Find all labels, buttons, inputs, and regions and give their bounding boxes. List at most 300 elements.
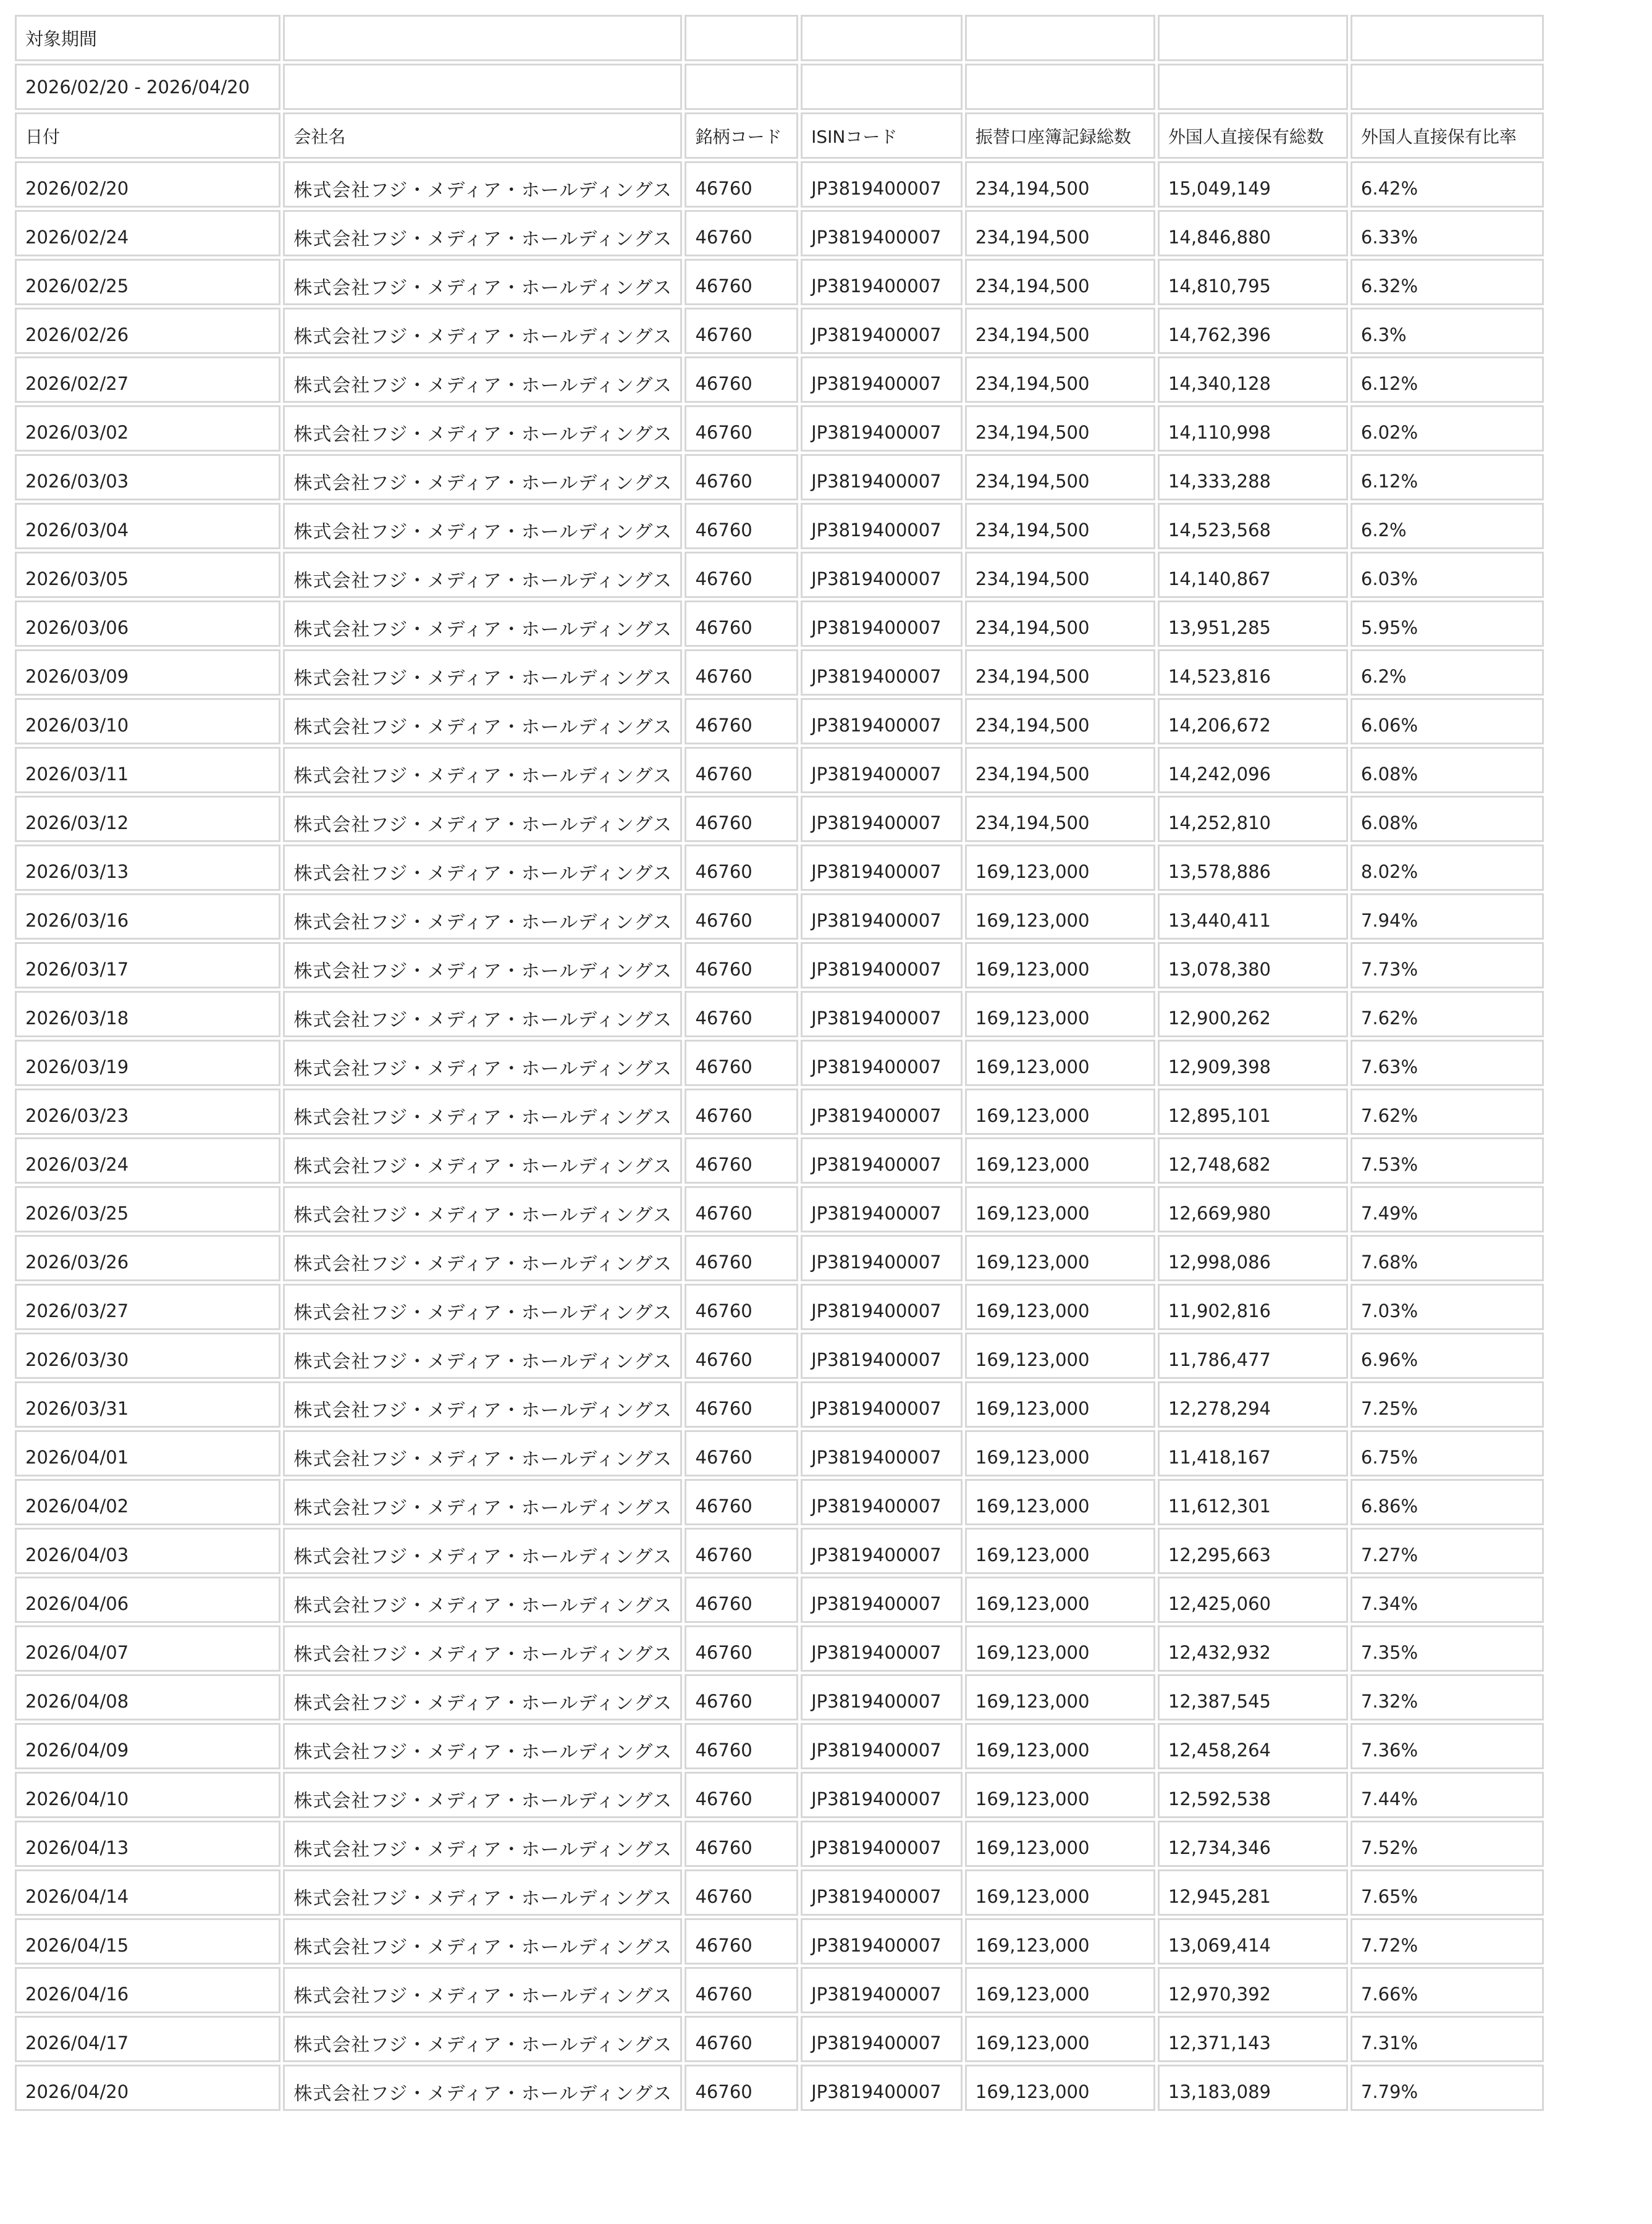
ticker-cell: 46760 <box>685 1772 798 1818</box>
table-row <box>15 942 1544 988</box>
ticker-cell: 46760 <box>685 1235 798 1281</box>
date-cell: 2026/02/25 <box>15 259 280 305</box>
company-cell: 株式会社フジ・メディア・ホールディングス <box>283 2016 682 2062</box>
company-cell: 株式会社フジ・メディア・ホールディングス <box>283 1723 682 1769</box>
foreign-shares-cell: 12,371,143 <box>1158 2016 1348 2062</box>
isin-cell: JP3819400007 <box>801 1186 963 1232</box>
company-cell: 株式会社フジ・メディア・ホールディングス <box>283 405 682 452</box>
foreign-shares-cell: 12,998,086 <box>1158 1235 1348 1281</box>
foreign-shares-cell: 11,786,477 <box>1158 1333 1348 1379</box>
table-row <box>15 1089 1544 1135</box>
table-row <box>15 1918 1544 1965</box>
foreign-ratio-cell: 6.12% <box>1351 356 1544 403</box>
foreign-shares-cell: 12,734,346 <box>1158 1821 1348 1867</box>
company-cell: 株式会社フジ・メディア・ホールディングス <box>283 503 682 549</box>
foreign-ratio-cell: 7.03% <box>1351 1284 1544 1330</box>
total-shares-cell: 169,123,000 <box>965 1089 1155 1135</box>
isin-cell: JP3819400007 <box>801 796 963 842</box>
isin-cell: JP3819400007 <box>801 1625 963 1672</box>
table-row <box>15 991 1544 1037</box>
isin-cell: JP3819400007 <box>801 991 963 1037</box>
ticker-cell: 46760 <box>685 796 798 842</box>
company-cell: 株式会社フジ・メディア・ホールディングス <box>283 1772 682 1818</box>
total-shares-cell: 169,123,000 <box>965 1137 1155 1184</box>
company-cell: 株式会社フジ・メディア・ホールディングス <box>283 1869 682 1916</box>
total-shares-cell: 169,123,000 <box>965 1430 1155 1476</box>
company-cell: 株式会社フジ・メディア・ホールディングス <box>283 1381 682 1428</box>
ticker-cell: 46760 <box>685 1430 798 1476</box>
company-cell: 株式会社フジ・メディア・ホールディングス <box>283 1577 682 1623</box>
table-row <box>15 698 1544 744</box>
foreign-ratio-cell: 7.27% <box>1351 1528 1544 1574</box>
foreign-ratio-cell: 7.73% <box>1351 942 1544 988</box>
foreign-ratio-cell: 8.02% <box>1351 845 1544 891</box>
date-cell: 2026/04/07 <box>15 1625 280 1672</box>
foreign-ratio-cell: 7.65% <box>1351 1869 1544 1916</box>
company-cell: 株式会社フジ・メディア・ホールディングス <box>283 1821 682 1867</box>
period-label-row <box>15 15 1544 61</box>
company-cell: 株式会社フジ・メディア・ホールディングス <box>283 210 682 256</box>
isin-cell: JP3819400007 <box>801 893 963 940</box>
empty-cell <box>685 64 798 110</box>
foreign-ratio-cell: 7.63% <box>1351 1040 1544 1086</box>
ticker-cell: 46760 <box>685 1040 798 1086</box>
foreign-shares-cell: 14,110,998 <box>1158 405 1348 452</box>
isin-cell: JP3819400007 <box>801 1089 963 1135</box>
isin-cell: JP3819400007 <box>801 1772 963 1818</box>
foreign-shares-cell: 12,669,980 <box>1158 1186 1348 1232</box>
company-cell: 株式会社フジ・メディア・ホールディングス <box>283 649 682 696</box>
company-cell: 株式会社フジ・メディア・ホールディングス <box>283 1137 682 1184</box>
total-shares-cell: 169,123,000 <box>965 1333 1155 1379</box>
ticker-cell: 46760 <box>685 747 798 793</box>
table-row <box>15 552 1544 598</box>
table-row <box>15 1528 1544 1574</box>
company-cell: 株式会社フジ・メディア・ホールディングス <box>283 1967 682 2013</box>
isin-cell: JP3819400007 <box>801 649 963 696</box>
period-value-row <box>15 64 1544 110</box>
total-shares-cell: 234,194,500 <box>965 210 1155 256</box>
table-row <box>15 1186 1544 1232</box>
ticker-cell: 46760 <box>685 259 798 305</box>
column-header-total-shares: 振替口座簿記録総数 <box>965 112 1155 159</box>
isin-cell: JP3819400007 <box>801 1430 963 1476</box>
empty-cell <box>1351 15 1544 61</box>
date-cell: 2026/03/12 <box>15 796 280 842</box>
table-row <box>15 600 1544 647</box>
date-cell: 2026/04/13 <box>15 1821 280 1867</box>
ticker-cell: 46760 <box>685 1723 798 1769</box>
foreign-ratio-cell: 7.79% <box>1351 2065 1544 2111</box>
isin-cell: JP3819400007 <box>801 1528 963 1574</box>
total-shares-cell: 169,123,000 <box>965 1723 1155 1769</box>
isin-cell: JP3819400007 <box>801 308 963 354</box>
isin-cell: JP3819400007 <box>801 1674 963 1721</box>
date-cell: 2026/04/03 <box>15 1528 280 1574</box>
date-cell: 2026/04/17 <box>15 2016 280 2062</box>
foreign-ratio-cell: 6.06% <box>1351 698 1544 744</box>
table-row <box>15 1479 1544 1525</box>
ticker-cell: 46760 <box>685 1528 798 1574</box>
date-cell: 2026/04/08 <box>15 1674 280 1721</box>
foreign-shares-cell: 14,140,867 <box>1158 552 1348 598</box>
date-cell: 2026/03/05 <box>15 552 280 598</box>
table-row <box>15 259 1544 305</box>
date-cell: 2026/03/06 <box>15 600 280 647</box>
company-cell: 株式会社フジ・メディア・ホールディングス <box>283 796 682 842</box>
isin-cell: JP3819400007 <box>801 1869 963 1916</box>
date-cell: 2026/03/27 <box>15 1284 280 1330</box>
foreign-ratio-cell: 6.08% <box>1351 796 1544 842</box>
foreign-shares-cell: 12,895,101 <box>1158 1089 1348 1135</box>
foreign-ratio-cell: 7.62% <box>1351 991 1544 1037</box>
foreign-shares-cell: 14,252,810 <box>1158 796 1348 842</box>
company-cell: 株式会社フジ・メディア・ホールディングス <box>283 698 682 744</box>
foreign-ratio-cell: 6.3% <box>1351 308 1544 354</box>
empty-cell <box>965 64 1155 110</box>
isin-cell: JP3819400007 <box>801 1479 963 1525</box>
foreign-shares-cell: 12,295,663 <box>1158 1528 1348 1574</box>
period-value: 2026/02/20 - 2026/04/20 <box>15 64 280 110</box>
table-row <box>15 1674 1544 1721</box>
date-cell: 2026/03/11 <box>15 747 280 793</box>
ticker-cell: 46760 <box>685 308 798 354</box>
date-cell: 2026/02/26 <box>15 308 280 354</box>
date-cell: 2026/04/14 <box>15 1869 280 1916</box>
empty-cell <box>685 15 798 61</box>
total-shares-cell: 169,123,000 <box>965 1772 1155 1818</box>
total-shares-cell: 169,123,000 <box>965 1918 1155 1965</box>
table-row <box>15 308 1544 354</box>
foreign-shares-cell: 11,418,167 <box>1158 1430 1348 1476</box>
total-shares-cell: 234,194,500 <box>965 454 1155 500</box>
column-header-row <box>15 112 1544 159</box>
total-shares-cell: 234,194,500 <box>965 600 1155 647</box>
ticker-cell: 46760 <box>685 454 798 500</box>
date-cell: 2026/03/31 <box>15 1381 280 1428</box>
table-row <box>15 454 1544 500</box>
table-row <box>15 2016 1544 2062</box>
total-shares-cell: 234,194,500 <box>965 405 1155 452</box>
company-cell: 株式会社フジ・メディア・ホールディングス <box>283 1430 682 1476</box>
foreign-shares-cell: 12,945,281 <box>1158 1869 1348 1916</box>
total-shares-cell: 169,123,000 <box>965 1577 1155 1623</box>
table-row <box>15 161 1544 208</box>
table-row <box>15 845 1544 891</box>
date-cell: 2026/02/24 <box>15 210 280 256</box>
foreign-ratio-cell: 7.94% <box>1351 893 1544 940</box>
foreign-ratio-cell: 7.32% <box>1351 1674 1544 1721</box>
isin-cell: JP3819400007 <box>801 356 963 403</box>
isin-cell: JP3819400007 <box>801 405 963 452</box>
company-cell: 株式会社フジ・メディア・ホールディングス <box>283 747 682 793</box>
ticker-cell: 46760 <box>685 1089 798 1135</box>
isin-cell: JP3819400007 <box>801 1235 963 1281</box>
foreign-ratio-cell: 7.44% <box>1351 1772 1544 1818</box>
total-shares-cell: 234,194,500 <box>965 259 1155 305</box>
total-shares-cell: 169,123,000 <box>965 845 1155 891</box>
isin-cell: JP3819400007 <box>801 1284 963 1330</box>
ticker-cell: 46760 <box>685 1577 798 1623</box>
isin-cell: JP3819400007 <box>801 1723 963 1769</box>
foreign-shares-cell: 11,612,301 <box>1158 1479 1348 1525</box>
ticker-cell: 46760 <box>685 1137 798 1184</box>
date-cell: 2026/03/03 <box>15 454 280 500</box>
foreign-ratio-cell: 6.2% <box>1351 503 1544 549</box>
date-cell: 2026/04/15 <box>15 1918 280 1965</box>
date-cell: 2026/03/10 <box>15 698 280 744</box>
ticker-cell: 46760 <box>685 1625 798 1672</box>
company-cell: 株式会社フジ・メディア・ホールディングス <box>283 454 682 500</box>
total-shares-cell: 169,123,000 <box>965 2016 1155 2062</box>
company-cell: 株式会社フジ・メディア・ホールディングス <box>283 1284 682 1330</box>
table-row <box>15 1772 1544 1818</box>
table-row <box>15 747 1544 793</box>
foreign-shares-cell: 14,762,396 <box>1158 308 1348 354</box>
table-row <box>15 210 1544 256</box>
date-cell: 2026/03/30 <box>15 1333 280 1379</box>
isin-cell: JP3819400007 <box>801 454 963 500</box>
ticker-cell: 46760 <box>685 1381 798 1428</box>
column-header-isin: ISINコード <box>801 112 963 159</box>
foreign-ratio-cell: 5.95% <box>1351 600 1544 647</box>
table-row <box>15 1430 1544 1476</box>
ticker-cell: 46760 <box>685 1869 798 1916</box>
total-shares-cell: 169,123,000 <box>965 1821 1155 1867</box>
date-cell: 2026/02/27 <box>15 356 280 403</box>
ticker-cell: 46760 <box>685 1821 798 1867</box>
foreign-shares-cell: 13,183,089 <box>1158 2065 1348 2111</box>
company-cell: 株式会社フジ・メディア・ホールディングス <box>283 991 682 1037</box>
foreign-ratio-cell: 6.42% <box>1351 161 1544 208</box>
foreign-shares-cell: 12,909,398 <box>1158 1040 1348 1086</box>
empty-cell <box>965 15 1155 61</box>
foreign-shares-cell: 14,810,795 <box>1158 259 1348 305</box>
table-row <box>15 2065 1544 2111</box>
ticker-cell: 46760 <box>685 1333 798 1379</box>
foreign-shares-cell: 12,748,682 <box>1158 1137 1348 1184</box>
foreign-ratio-cell: 6.75% <box>1351 1430 1544 1476</box>
empty-cell <box>801 64 963 110</box>
foreign-shares-cell: 14,846,880 <box>1158 210 1348 256</box>
table-row <box>15 1723 1544 1769</box>
table-row <box>15 1137 1544 1184</box>
company-cell: 株式会社フジ・メディア・ホールディングス <box>283 1674 682 1721</box>
ticker-cell: 46760 <box>685 649 798 696</box>
date-cell: 2026/03/16 <box>15 893 280 940</box>
table-row <box>15 1040 1544 1086</box>
company-cell: 株式会社フジ・メディア・ホールディングス <box>283 893 682 940</box>
foreign-shares-cell: 12,387,545 <box>1158 1674 1348 1721</box>
ticker-cell: 46760 <box>685 1284 798 1330</box>
foreign-ratio-cell: 7.31% <box>1351 2016 1544 2062</box>
foreign-ratio-cell: 6.96% <box>1351 1333 1544 1379</box>
foreign-shares-cell: 13,578,886 <box>1158 845 1348 891</box>
ticker-cell: 46760 <box>685 1479 798 1525</box>
company-cell: 株式会社フジ・メディア・ホールディングス <box>283 942 682 988</box>
isin-cell: JP3819400007 <box>801 845 963 891</box>
company-cell: 株式会社フジ・メディア・ホールディングス <box>283 1089 682 1135</box>
column-header-company: 会社名 <box>283 112 682 159</box>
foreign-ratio-cell: 7.25% <box>1351 1381 1544 1428</box>
total-shares-cell: 234,194,500 <box>965 649 1155 696</box>
isin-cell: JP3819400007 <box>801 552 963 598</box>
isin-cell: JP3819400007 <box>801 1333 963 1379</box>
company-cell: 株式会社フジ・メディア・ホールディングス <box>283 1625 682 1672</box>
date-cell: 2026/03/19 <box>15 1040 280 1086</box>
foreign-ratio-cell: 7.72% <box>1351 1918 1544 1965</box>
table-row <box>15 893 1544 940</box>
ticker-cell: 46760 <box>685 1186 798 1232</box>
total-shares-cell: 234,194,500 <box>965 747 1155 793</box>
company-cell: 株式会社フジ・メディア・ホールディングス <box>283 845 682 891</box>
company-cell: 株式会社フジ・メディア・ホールディングス <box>283 308 682 354</box>
table-row <box>15 1235 1544 1281</box>
column-header-ticker: 銘柄コード <box>685 112 798 159</box>
foreign-shares-cell: 13,069,414 <box>1158 1918 1348 1965</box>
foreign-shares-cell: 13,440,411 <box>1158 893 1348 940</box>
total-shares-cell: 169,123,000 <box>965 1869 1155 1916</box>
period-label: 対象期間 <box>15 15 280 61</box>
table-body <box>15 15 1544 2111</box>
date-cell: 2026/03/26 <box>15 1235 280 1281</box>
column-header-foreign-shares: 外国人直接保有総数 <box>1158 112 1348 159</box>
table-row <box>15 1333 1544 1379</box>
table-row <box>15 1577 1544 1623</box>
empty-cell <box>283 15 682 61</box>
company-cell: 株式会社フジ・メディア・ホールディングス <box>283 1333 682 1379</box>
ticker-cell: 46760 <box>685 552 798 598</box>
date-cell: 2026/03/25 <box>15 1186 280 1232</box>
total-shares-cell: 169,123,000 <box>965 1284 1155 1330</box>
date-cell: 2026/04/10 <box>15 1772 280 1818</box>
foreign-shares-cell: 14,523,816 <box>1158 649 1348 696</box>
empty-cell <box>801 15 963 61</box>
foreign-shares-cell: 14,523,568 <box>1158 503 1348 549</box>
foreign-ratio-cell: 6.33% <box>1351 210 1544 256</box>
table-row <box>15 1381 1544 1428</box>
date-cell: 2026/03/23 <box>15 1089 280 1135</box>
date-cell: 2026/03/02 <box>15 405 280 452</box>
total-shares-cell: 169,123,000 <box>965 991 1155 1037</box>
date-cell: 2026/03/09 <box>15 649 280 696</box>
foreign-ratio-cell: 6.08% <box>1351 747 1544 793</box>
foreign-shares-cell: 12,900,262 <box>1158 991 1348 1037</box>
empty-cell <box>1351 64 1544 110</box>
empty-cell <box>1158 15 1348 61</box>
date-cell: 2026/04/01 <box>15 1430 280 1476</box>
foreign-ratio-cell: 7.66% <box>1351 1967 1544 2013</box>
table-row <box>15 1284 1544 1330</box>
column-header-date: 日付 <box>15 112 280 159</box>
date-cell: 2026/03/24 <box>15 1137 280 1184</box>
foreign-shares-cell: 14,333,288 <box>1158 454 1348 500</box>
table-row <box>15 356 1544 403</box>
empty-cell <box>283 64 682 110</box>
foreign-shares-cell: 12,432,932 <box>1158 1625 1348 1672</box>
company-cell: 株式会社フジ・メディア・ホールディングス <box>283 1186 682 1232</box>
ticker-cell: 46760 <box>685 991 798 1037</box>
total-shares-cell: 169,123,000 <box>965 1040 1155 1086</box>
foreign-ratio-cell: 7.52% <box>1351 1821 1544 1867</box>
total-shares-cell: 234,194,500 <box>965 503 1155 549</box>
isin-cell: JP3819400007 <box>801 210 963 256</box>
total-shares-cell: 169,123,000 <box>965 1967 1155 2013</box>
isin-cell: JP3819400007 <box>801 600 963 647</box>
total-shares-cell: 169,123,000 <box>965 1186 1155 1232</box>
foreign-shares-cell: 12,458,264 <box>1158 1723 1348 1769</box>
isin-cell: JP3819400007 <box>801 1918 963 1965</box>
shareholding-table <box>12 12 1546 2113</box>
isin-cell: JP3819400007 <box>801 259 963 305</box>
total-shares-cell: 234,194,500 <box>965 552 1155 598</box>
total-shares-cell: 169,123,000 <box>965 942 1155 988</box>
company-cell: 株式会社フジ・メディア・ホールディングス <box>283 356 682 403</box>
company-cell: 株式会社フジ・メディア・ホールディングス <box>283 552 682 598</box>
total-shares-cell: 169,123,000 <box>965 1528 1155 1574</box>
ticker-cell: 46760 <box>685 1967 798 2013</box>
foreign-ratio-cell: 7.62% <box>1351 1089 1544 1135</box>
foreign-shares-cell: 12,970,392 <box>1158 1967 1348 2013</box>
foreign-ratio-cell: 7.53% <box>1351 1137 1544 1184</box>
foreign-ratio-cell: 6.86% <box>1351 1479 1544 1525</box>
foreign-shares-cell: 15,049,149 <box>1158 161 1348 208</box>
isin-cell: JP3819400007 <box>801 1040 963 1086</box>
date-cell: 2026/04/20 <box>15 2065 280 2111</box>
ticker-cell: 46760 <box>685 893 798 940</box>
foreign-ratio-cell: 6.32% <box>1351 259 1544 305</box>
date-cell: 2026/03/18 <box>15 991 280 1037</box>
company-cell: 株式会社フジ・メディア・ホールディングス <box>283 259 682 305</box>
isin-cell: JP3819400007 <box>801 161 963 208</box>
table-row <box>15 1967 1544 2013</box>
company-cell: 株式会社フジ・メディア・ホールディングス <box>283 600 682 647</box>
table-row <box>15 796 1544 842</box>
isin-cell: JP3819400007 <box>801 1137 963 1184</box>
foreign-shares-cell: 14,206,672 <box>1158 698 1348 744</box>
ticker-cell: 46760 <box>685 845 798 891</box>
date-cell: 2026/04/06 <box>15 1577 280 1623</box>
ticker-cell: 46760 <box>685 942 798 988</box>
total-shares-cell: 169,123,000 <box>965 1674 1155 1721</box>
date-cell: 2026/03/04 <box>15 503 280 549</box>
foreign-ratio-cell: 7.34% <box>1351 1577 1544 1623</box>
foreign-ratio-cell: 6.03% <box>1351 552 1544 598</box>
ticker-cell: 46760 <box>685 356 798 403</box>
ticker-cell: 46760 <box>685 1918 798 1965</box>
empty-cell <box>1158 64 1348 110</box>
table-row <box>15 1625 1544 1672</box>
isin-cell: JP3819400007 <box>801 1577 963 1623</box>
date-cell: 2026/04/16 <box>15 1967 280 2013</box>
foreign-shares-cell: 12,425,060 <box>1158 1577 1348 1623</box>
ticker-cell: 46760 <box>685 1674 798 1721</box>
foreign-shares-cell: 13,078,380 <box>1158 942 1348 988</box>
table-row <box>15 1869 1544 1916</box>
isin-cell: JP3819400007 <box>801 747 963 793</box>
date-cell: 2026/03/13 <box>15 845 280 891</box>
isin-cell: JP3819400007 <box>801 2016 963 2062</box>
foreign-shares-cell: 11,902,816 <box>1158 1284 1348 1330</box>
total-shares-cell: 169,123,000 <box>965 893 1155 940</box>
foreign-shares-cell: 13,951,285 <box>1158 600 1348 647</box>
isin-cell: JP3819400007 <box>801 1821 963 1867</box>
date-cell: 2026/04/02 <box>15 1479 280 1525</box>
table-row <box>15 503 1544 549</box>
isin-cell: JP3819400007 <box>801 2065 963 2111</box>
ticker-cell: 46760 <box>685 210 798 256</box>
total-shares-cell: 234,194,500 <box>965 356 1155 403</box>
